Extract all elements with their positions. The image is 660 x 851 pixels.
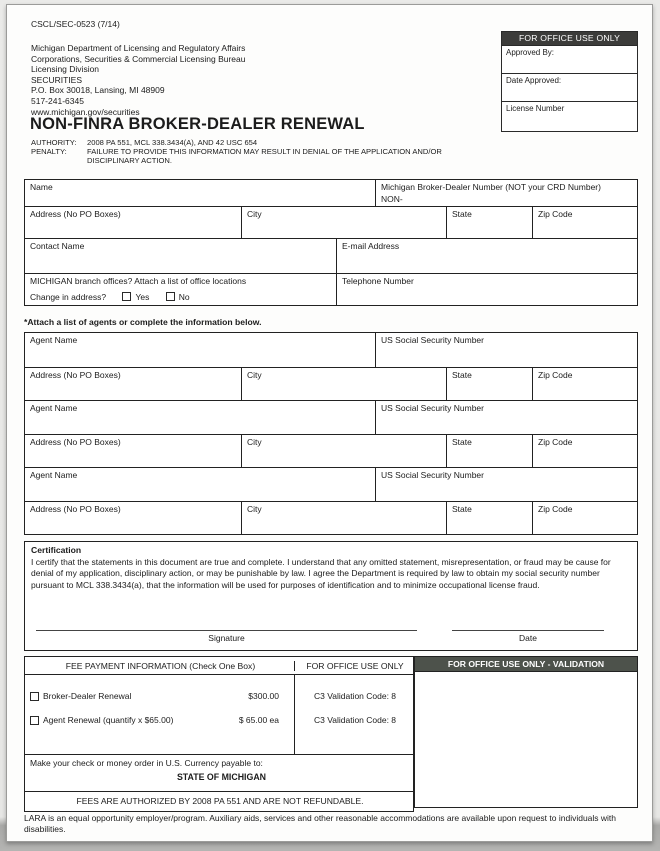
form-page [6,4,653,842]
certification-text: I certify that the statements in this document are true and complete. I understand that any omitted statement, misrepresentation, or fraud may be cause for denial of my application, disciplinary action, or may be punishable by law. I agree the Department is required by law to obtain my social security number pursuant to MCL 338.3434(a), that the information will be used for purposes of identification and to minimize occupational license fraud. [31,557,611,590]
c3-validation-code: C3 Validation Code: 8 [313,715,397,725]
agent-name-label: Agent Name [30,470,78,480]
agent3-zip-field[interactable] [532,502,637,534]
broker-dealer-renewal-checkbox[interactable] [30,692,39,701]
broker-dealer-info-table [24,179,638,306]
zip-field[interactable] [532,207,637,238]
state-field[interactable] [446,207,532,238]
ssn-label: US Social Security Number [381,403,484,413]
certification-section [24,541,638,651]
broker-dealer-renewal-label: Broker-Dealer Renewal [43,691,132,701]
agent2-city-field[interactable] [241,435,446,467]
ssn-label: US Social Security Number [381,470,484,480]
authority-penalty-block [31,138,477,166]
telephone-label: Telephone Number [342,276,414,286]
zip-label: Zip Code [538,437,573,447]
agent3-ssn-field[interactable] [375,468,637,501]
yes-label: Yes [135,292,150,302]
date-label: Date [519,633,537,643]
email-field[interactable] [336,239,637,273]
change-address-label: Change in address? [30,292,107,302]
city-label: City [247,437,262,447]
bd-number-label: Michigan Broker-Dealer Number (NOT your CRD Number) [381,182,601,192]
c3-validation-code: C3 Validation Code: 8 [313,691,397,701]
payable-line: Make your check or money order in U.S. Currency payable to: [30,758,263,768]
address-label: Address (No PO Boxes) [30,504,121,514]
state-label: State [452,209,472,219]
name-label: Name [30,182,53,192]
office-use-box [501,31,638,132]
telephone-field[interactable] [336,274,637,305]
agent-renewal-checkbox[interactable] [30,716,39,725]
zip-label: Zip Code [538,504,573,514]
agent2-address-field[interactable] [25,435,241,467]
branch-offices-label: MICHIGAN branch offices? Attach a list of office locations [30,276,247,286]
agency-line: Licensing Division [31,64,100,75]
office-use-header: FOR OFFICE USE ONLY [502,32,637,45]
agency-line: Michigan Department of Licensing and Regulatory Affairs [31,43,246,53]
date-approved-label: Date Approved: [506,76,562,85]
agent1-zip-field[interactable] [532,368,637,400]
certification-heading: Certification [31,545,82,555]
bd-number-field[interactable] [375,180,637,206]
agency-line: 517-241-6345 [31,95,84,106]
agent1-ssn-field[interactable] [375,333,637,367]
agent2-ssn-field[interactable] [375,401,637,434]
agent-renewal-label: Agent Renewal (quantify x $65.00) [43,715,174,725]
agent3-city-field[interactable] [241,502,446,534]
page-title: NON-FINRA BROKER-DEALER RENEWAL [30,115,365,133]
license-number-field[interactable] [502,101,637,131]
contact-name-field[interactable] [25,239,336,273]
agency-line: SECURITIES [31,74,83,85]
ssn-label: US Social Security Number [381,335,484,345]
zip-label: Zip Code [538,209,573,219]
signature-line[interactable] [36,630,417,643]
fee-options-cell [25,675,294,754]
fee-payment-table [24,656,414,812]
agent-name-label: Agent Name [30,403,78,413]
form-number: CSCL/SEC-0523 (7/14) [31,19,120,29]
agency-line: Corporations, Securities & Commercial Licensing Bureau [31,53,246,64]
penalty-label: PENALTY: [31,147,67,157]
payable-to: STATE OF MICHIGAN [176,772,267,782]
agent1-address-field[interactable] [25,368,241,400]
agent1-city-field[interactable] [241,368,446,400]
address-label: Address (No PO Boxes) [30,437,121,447]
name-field[interactable] [25,180,375,206]
agents-table [24,332,638,535]
validation-box [414,656,638,808]
city-label: City [247,370,262,380]
state-label: State [452,437,472,447]
agent-name-label: Agent Name [30,335,78,345]
branch-offices-cell [25,274,336,305]
agent3-address-field[interactable] [25,502,241,534]
agency-website: www.michigan.gov/securities [31,106,140,117]
agent2-state-field[interactable] [446,435,532,467]
city-label: City [247,504,262,514]
payable-cell [25,755,413,791]
footer-eo-statement: LARA is an equal opportunity employer/program. Auxiliary aids, services and other reasonable accommodations are available upon request to individuals with disabilities. [24,813,617,834]
agent-renewal-amount: $ 65.00 ea [238,715,279,725]
bd-number-prefix: NON- [381,194,403,204]
validation-header: FOR OFFICE USE ONLY - VALIDATION [415,657,637,672]
agent1-state-field[interactable] [446,368,532,400]
agency-address-block [31,43,245,117]
penalty-text: FAILURE TO PROVIDE THIS INFORMATION MAY RESULT IN DENIAL OF THE APPLICATION AND/OR DISCIPLINARY ACTION. [87,147,442,166]
license-number-label: License Number [506,104,565,113]
agent3-state-field[interactable] [446,502,532,534]
date-approved-field[interactable] [502,73,637,101]
zip-label: Zip Code [538,370,573,380]
authority-label: AUTHORITY: [31,138,77,147]
approved-by-label: Approved By: [506,48,555,57]
contact-name-label: Contact Name [30,241,85,251]
state-label: State [452,370,472,380]
authority-text: 2008 PA 551, MCL 338.3434(A), AND 42 USC 654 [87,138,258,147]
fee-header-left: FEE PAYMENT INFORMATION (Check One Box) [65,660,256,671]
agent2-zip-field[interactable] [532,435,637,467]
agent2-name-field[interactable] [25,401,375,434]
address-field[interactable] [25,207,241,238]
approved-by-field[interactable] [502,45,637,73]
city-field[interactable] [241,207,446,238]
agents-note: *Attach a list of agents or complete the information below. [24,317,262,327]
change-address-yes-checkbox[interactable] [122,292,131,301]
fees-note: FEES ARE AUTHORIZED BY 2008 PA 551 AND ARE NOT REFUNDABLE. [76,796,364,806]
no-label: No [178,292,190,302]
fee-header-right: FOR OFFICE USE ONLY [294,661,413,671]
agency-line: P.O. Box 30018, Lansing, MI 48909 [31,85,165,96]
agent1-name-field[interactable] [25,333,375,367]
validation-codes-cell [294,675,413,754]
address-label: Address (No PO Boxes) [30,370,121,380]
state-label: State [452,504,472,514]
address-label: Address (No PO Boxes) [30,209,121,219]
change-address-no-checkbox[interactable] [166,292,175,301]
email-label: E-mail Address [342,241,400,251]
signature-label: Signature [208,633,245,643]
broker-dealer-renewal-amount: $300.00 [248,691,279,701]
date-line[interactable] [452,630,604,643]
city-label: City [247,209,262,219]
agent3-name-field[interactable] [25,468,375,501]
